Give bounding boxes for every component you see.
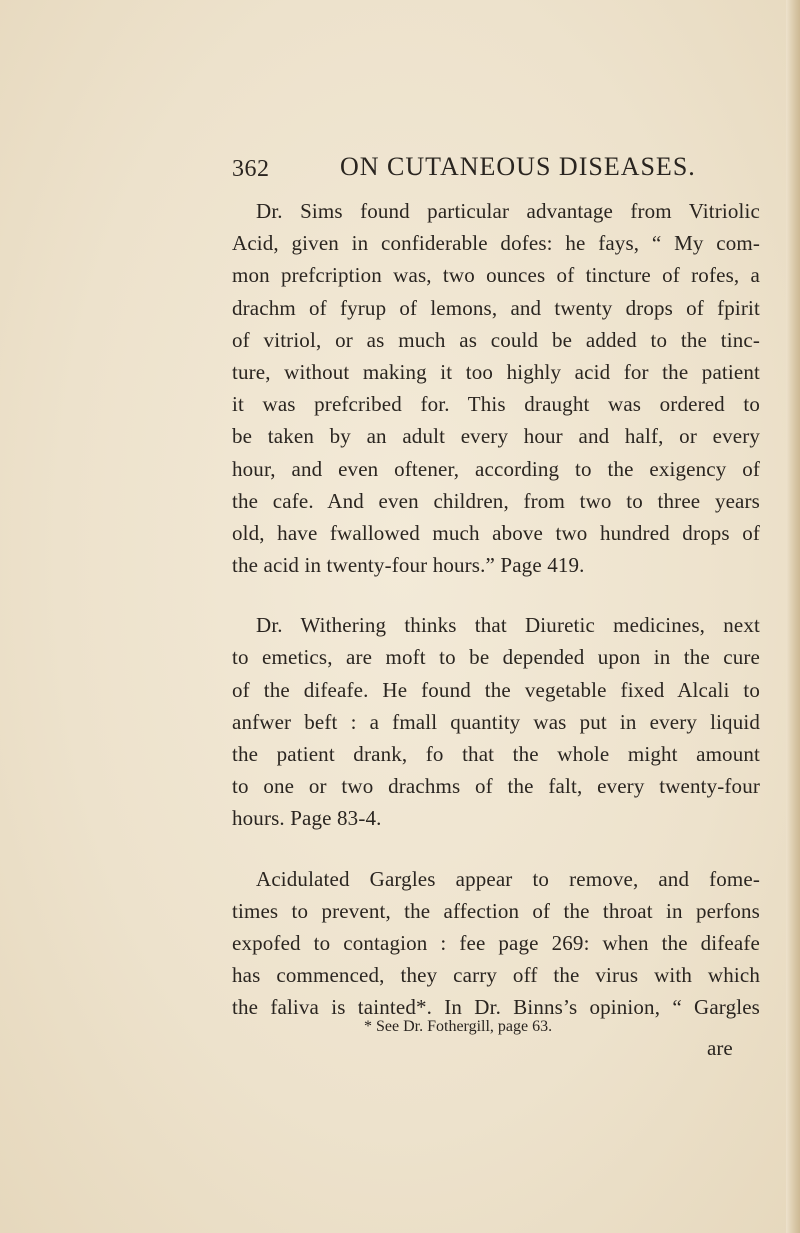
text-line: to emetics, are moft to be depended upon in the cure (232, 645, 760, 670)
text-line: of vitriol, or as much as could be added to the tinc- (232, 327, 760, 352)
text-line: hours. Page 83-4. (232, 806, 382, 831)
text-line: mon prefcription was, two ounces of tincture of rofes, a (232, 263, 760, 288)
text-line: of the difeafe. He found the vegetable fixed Alcali to (232, 677, 760, 702)
text-line: times to prevent, the affection of the throat in perfons (232, 898, 760, 923)
text-line: Acidulated Gargles appear to remove, and fome- (256, 866, 760, 891)
running-head: ON CUTANEOUS DISEASES. (340, 152, 696, 181)
text-line: the patient drank, fo that the whole might amount (232, 742, 760, 766)
text-line: anfwer beft : a fmall quantity was put in every liquid (232, 709, 760, 734)
text-line: old, have fwallowed much above two hundred drops of (232, 520, 760, 545)
text-line: has commenced, they carry off the virus with which (232, 963, 760, 988)
text-line: ture, without making it too highly acid for the patient (232, 359, 760, 384)
catchword: are (707, 1036, 733, 1060)
text-line: Dr. Withering thinks that Diuretic medicines, next (256, 613, 760, 638)
paragraph-gap (232, 835, 760, 863)
text-line: the cafe. And even children, from two to three years (232, 488, 760, 513)
page-edge (786, 0, 800, 1233)
page-header (232, 148, 772, 188)
text-line: Dr. Sims found particular advantage from Vitriolic (256, 199, 760, 223)
text-line: hour, and even oftener, according to the exigency of (232, 456, 760, 481)
text-line: the acid in twenty-four hours.” Page 419. (232, 553, 585, 578)
body-text (232, 195, 760, 1024)
text-line: be taken by an adult every hour and half, or every (232, 424, 760, 449)
text-line: to one or two drachms of the falt, every twenty-four (232, 774, 760, 799)
text-line: Acid, given in confiderable dofes: he fays, “ My com- (232, 231, 760, 256)
page-number: 362 (232, 156, 270, 182)
paragraph-gap (232, 581, 760, 609)
text-line: expofed to contagion : fee page 269: when the difeafe (232, 930, 760, 955)
text-line: the faliva is tainted*. In Dr. Binns’s opinion, “ Gargles (232, 995, 760, 1020)
footnote: * See Dr. Fothergill, page 63. (364, 1018, 553, 1035)
text-line: it was prefcribed for. This draught was ordered to (232, 392, 760, 417)
text-line: drachm of fyrup of lemons, and twenty drops of fpirit (232, 295, 760, 320)
